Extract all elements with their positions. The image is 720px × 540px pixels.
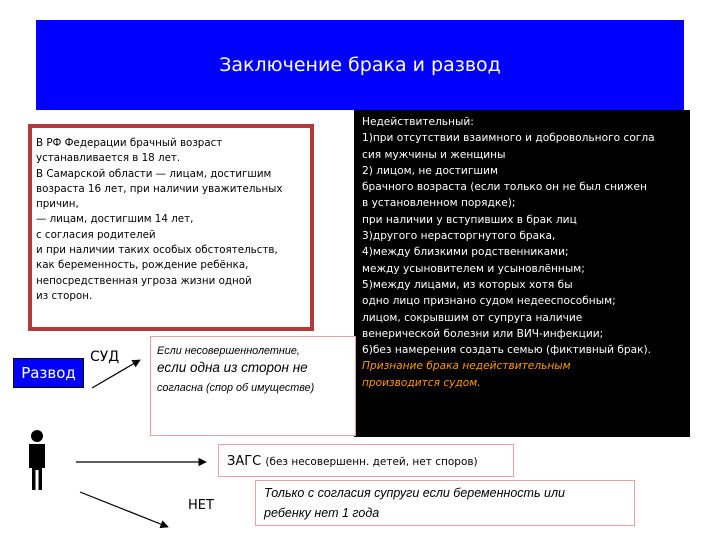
court-condition-line: Если несовершеннолетние, — [157, 345, 300, 357]
arrow-to-court — [92, 360, 140, 388]
page-title: Заключение брака и развод — [219, 54, 501, 76]
divorce-label: Развод — [13, 358, 84, 388]
registry-office-label: ЗАГС — [227, 454, 262, 469]
age-line: и при наличии таких особых обстоятельств, — [36, 244, 278, 257]
invalid-line: одно лицо признано судом недееспособным; — [362, 295, 616, 308]
age-line: с согласия родителей — [36, 228, 156, 241]
person-icon — [29, 430, 45, 490]
invalid-line: сия мужчины и женщины — [362, 148, 506, 161]
invalid-line: Недействительный: — [362, 116, 474, 128]
consent-line: ребенку нет 1 года — [264, 506, 380, 520]
no-label: НЕТ — [188, 498, 214, 513]
age-line: — лицам, достигшим 14 лет, — [36, 213, 194, 226]
age-line: причин, — [36, 198, 79, 211]
court-condition-line: если одна из сторон не — [157, 360, 308, 375]
invalid-line: венерической болезни или ВИЧ-инфекции; — [362, 327, 604, 340]
age-line: устанавливается в 18 лет. — [36, 152, 181, 165]
age-line: как беременность, рождение ребёнка, — [36, 259, 249, 272]
court-label: СУД — [90, 349, 120, 365]
invalid-line: брачного возраста (если только он не был снижен — [362, 181, 647, 194]
age-line: непосредственная угроза жизни одной — [36, 274, 252, 287]
age-line: В Самарской области — лицам, достигшим — [36, 167, 272, 180]
invalid-line: 1)при отсутствии взаимного и добровольного согла — [362, 132, 655, 145]
age-line: из сторон. — [36, 289, 93, 302]
invalid-line: лицом, сокрывшим от супруга наличие — [362, 311, 583, 324]
age-line: возраста 16 лет, при наличии уважительных — [36, 182, 283, 195]
invalid-line: 3)другого нерасторгнутого брака, — [362, 230, 556, 243]
court-ruling-note: производится судом. — [362, 376, 481, 389]
invalid-line: 5)между лицами, из которых хотя бы — [362, 278, 573, 291]
registry-office-detail: (без несовершенн. детей, нет споров) — [265, 456, 478, 468]
consent-line: Только с согласия супруги если беременность или — [264, 486, 565, 500]
arrow-to-no — [80, 492, 168, 527]
invalid-line: 6)без намерения создать семью (фиктивный брак). — [362, 344, 652, 357]
court-ruling-note: Признание брака недействительным — [362, 360, 571, 373]
invalid-line: 2) лицом, не достигшим — [362, 164, 498, 177]
age-line: В РФ Федерации брачный возраст — [36, 137, 223, 149]
invalid-line: между усыновителем и усыновлённым; — [362, 262, 585, 275]
invalid-line: 4)между близкими родственниками; — [362, 246, 569, 259]
invalid-line: в установленном порядке); — [362, 197, 516, 210]
invalid-line: при наличии у вступивших в брак лиц — [362, 213, 577, 226]
court-condition-line: согласна (спор об имуществе) — [157, 382, 315, 394]
